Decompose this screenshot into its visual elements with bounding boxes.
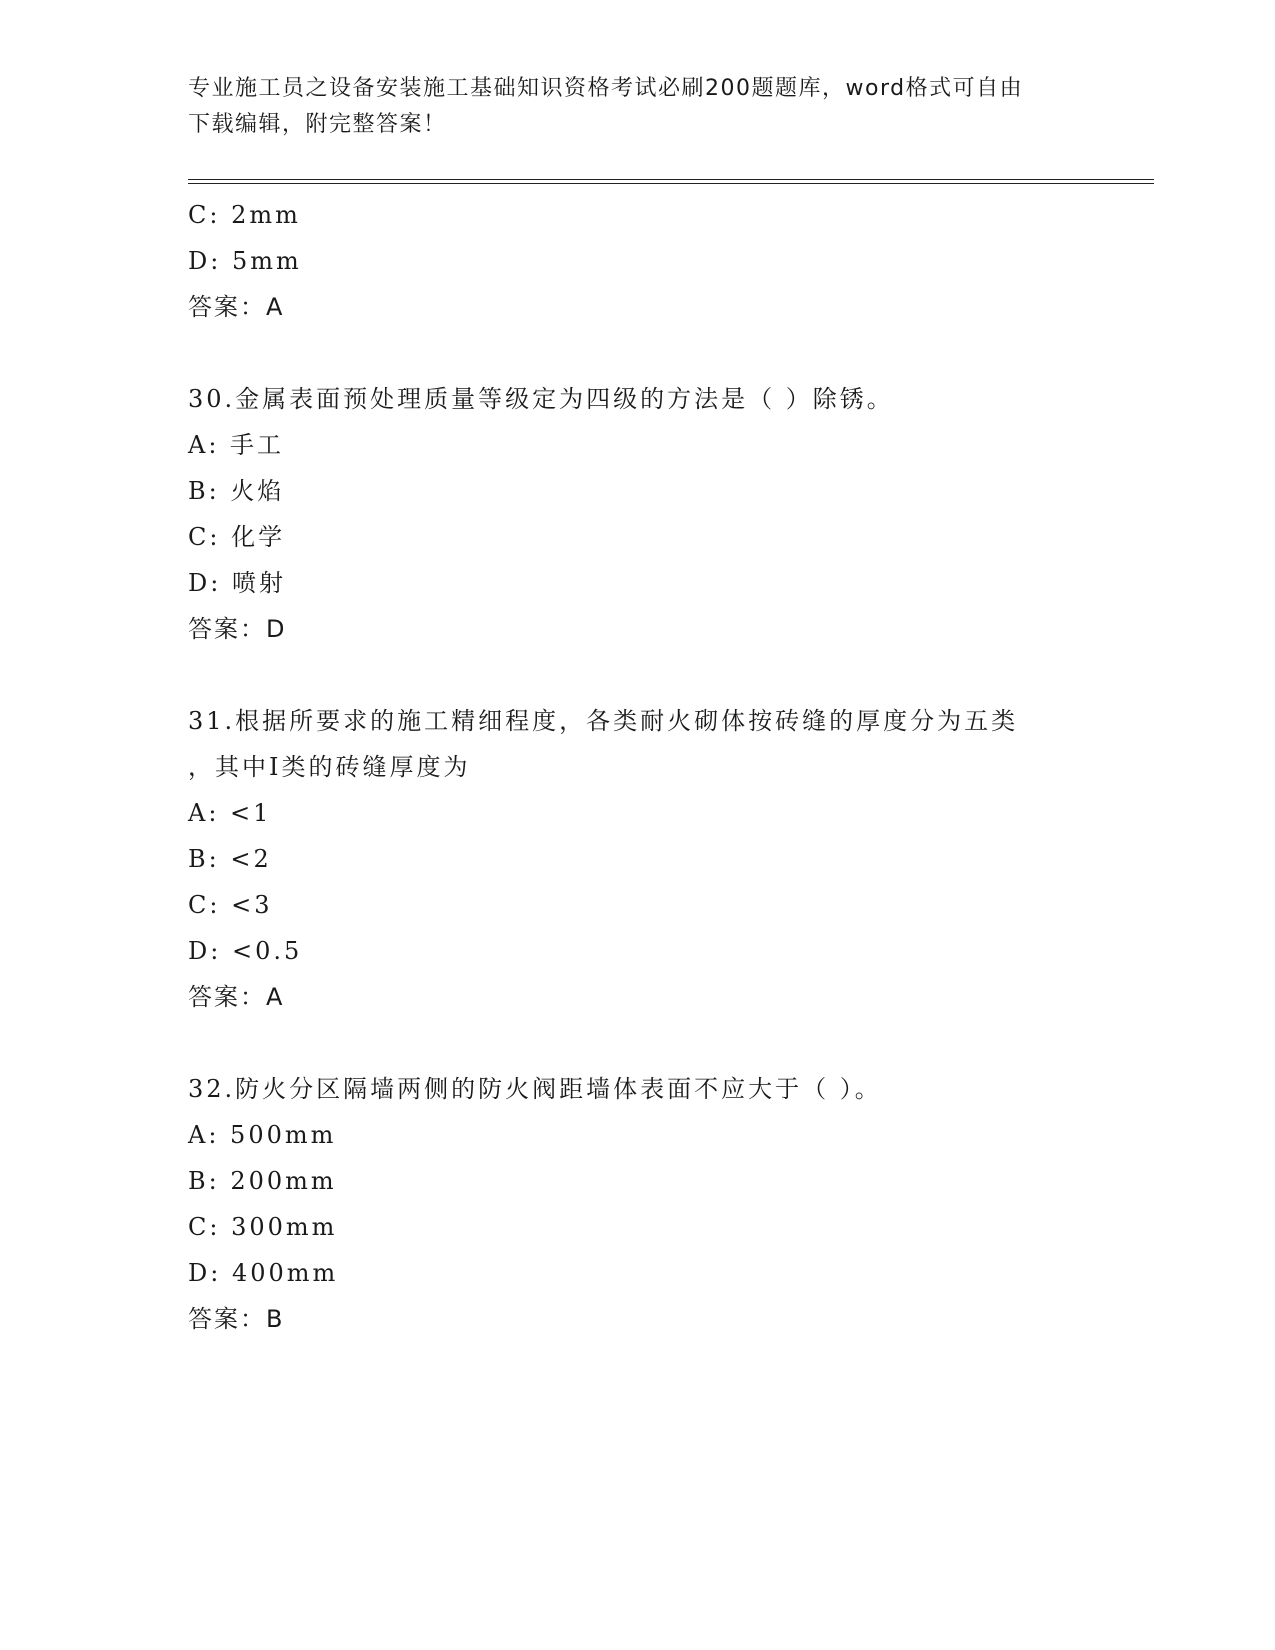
option-d: D: <0.5 (188, 937, 303, 965)
question-stem: 32.防火分区隔墙两侧的防火阀距墙体表面不应大于（ ）。 (188, 1075, 882, 1103)
spacer (188, 652, 1088, 698)
header-divider-bottom (188, 183, 1154, 184)
document-header (188, 71, 1088, 143)
question-list (188, 192, 1088, 1342)
answer-line: 答案：A (188, 983, 285, 1011)
answer-line: 答案：D (188, 615, 287, 643)
option-d: D: 喷射 (188, 569, 286, 597)
option-a: A: 500mm (188, 1121, 337, 1149)
option-a: A: <1 (188, 799, 272, 827)
question-stem-continued: ，其中Ⅰ类的砖缝厚度为 (188, 753, 471, 781)
option-c: C: 化学 (188, 523, 286, 551)
question-stem: 31.根据所要求的施工精细程度，各类耐火砌体按砖缝的厚度分为五类 (188, 707, 1019, 735)
spacer (188, 330, 1088, 376)
option-c: C: 300mm (188, 1213, 338, 1241)
option-b: B: <2 (188, 845, 272, 873)
question-stem: 30.金属表面预处理质量等级定为四级的方法是（ ）除锈。 (188, 385, 894, 413)
header-title-line-2: 下载编辑，附完整答案！ (188, 112, 447, 137)
header-divider-top (188, 179, 1154, 180)
answer-line: 答案：A (188, 293, 285, 321)
option-a: A: 手工 (188, 431, 285, 459)
option-d: D: 5mm (188, 247, 302, 275)
option-c: C: 2mm (188, 201, 301, 229)
option-c: C: <3 (188, 891, 273, 919)
option-b: B: 火焰 (188, 477, 285, 505)
option-d: D: 400mm (188, 1259, 339, 1287)
spacer (188, 1020, 1088, 1066)
header-title-line-1: 专业施工员之设备安装施工基础知识资格考试必刷200题题库，word格式可自由 (188, 76, 1024, 101)
answer-line: 答案：B (188, 1305, 285, 1333)
option-b: B: 200mm (188, 1167, 337, 1195)
